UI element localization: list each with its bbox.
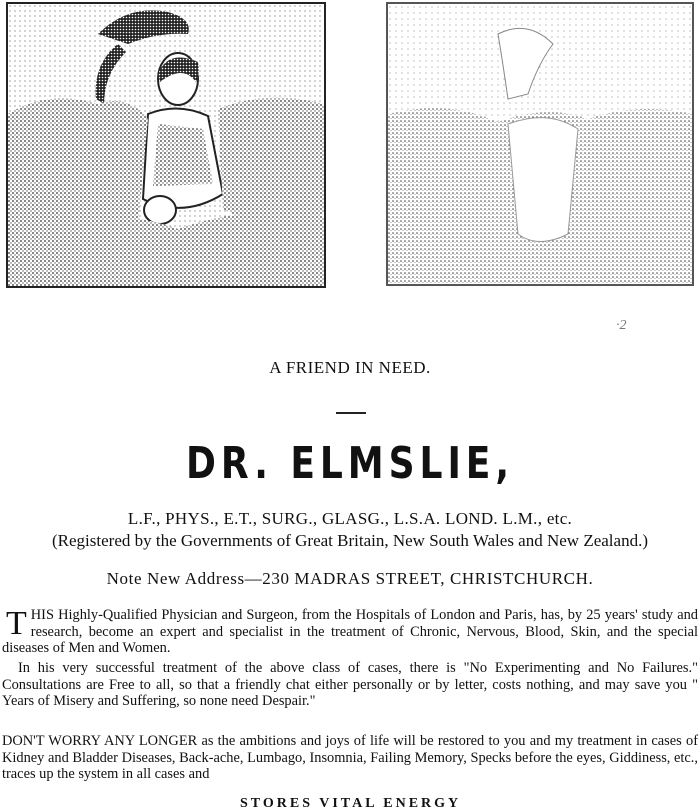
drop-cap: T <box>6 605 27 642</box>
advert-heading: A FRIEND IN NEED. <box>269 358 431 377</box>
short-rule-divider <box>336 412 366 414</box>
illustration-left <box>6 2 326 288</box>
faded-engraving-image <box>388 4 692 284</box>
doctor-name-title: DR. ELMSLIE, <box>185 438 514 489</box>
woman-with-pitcher-image <box>8 4 324 286</box>
qualifications-line: L.F., PHYS., E.T., SURG., GLASG., L.S.A. LOND. L.M., etc. <box>127 509 573 528</box>
illustration-right <box>386 2 694 286</box>
registration-note: (Registered by the Governments of Great Britain, New South Wales and New Zealand.) <box>52 531 648 550</box>
paragraph-treatment: In his very successful treatment of the above class of cases, there is "No Experimenting and No Failures." Consultations are Free to all, so that a friendly chat either personally or by letter, costs nothing, and may save you " Years of Misery and Suffering, so none need Despair." <box>2 660 698 709</box>
paragraph-qualification-text: HIS Highly-Qualified Physician and Surgeon, from the Hospitals of London and Paris, has, by 25 years' study and research, become an expert and specialist in the treatment of Chronic, Nervous, Blood, Skin, and the special diseases of Men and Women. <box>2 607 698 656</box>
stray-print-mark: ·2 <box>616 318 627 333</box>
paragraph-qualification <box>2 607 698 657</box>
cut-off-heading-fragment: STORES VITAL ENERGY <box>240 796 462 811</box>
address-line: Note New Address—230 MADRAS STREET, CHRISTCHURCH. <box>106 569 594 588</box>
paragraph-dont-worry: DON'T WORRY ANY LONGER as the ambitions and joys of life will be restored to you and my treatment in cases of Kidney and Bladder Diseases, Back-ache, Lumbago, Insomnia, Failing Memory, Specks before the eyes, Giddiness, etc., traces up the system in all cases and <box>2 733 698 782</box>
